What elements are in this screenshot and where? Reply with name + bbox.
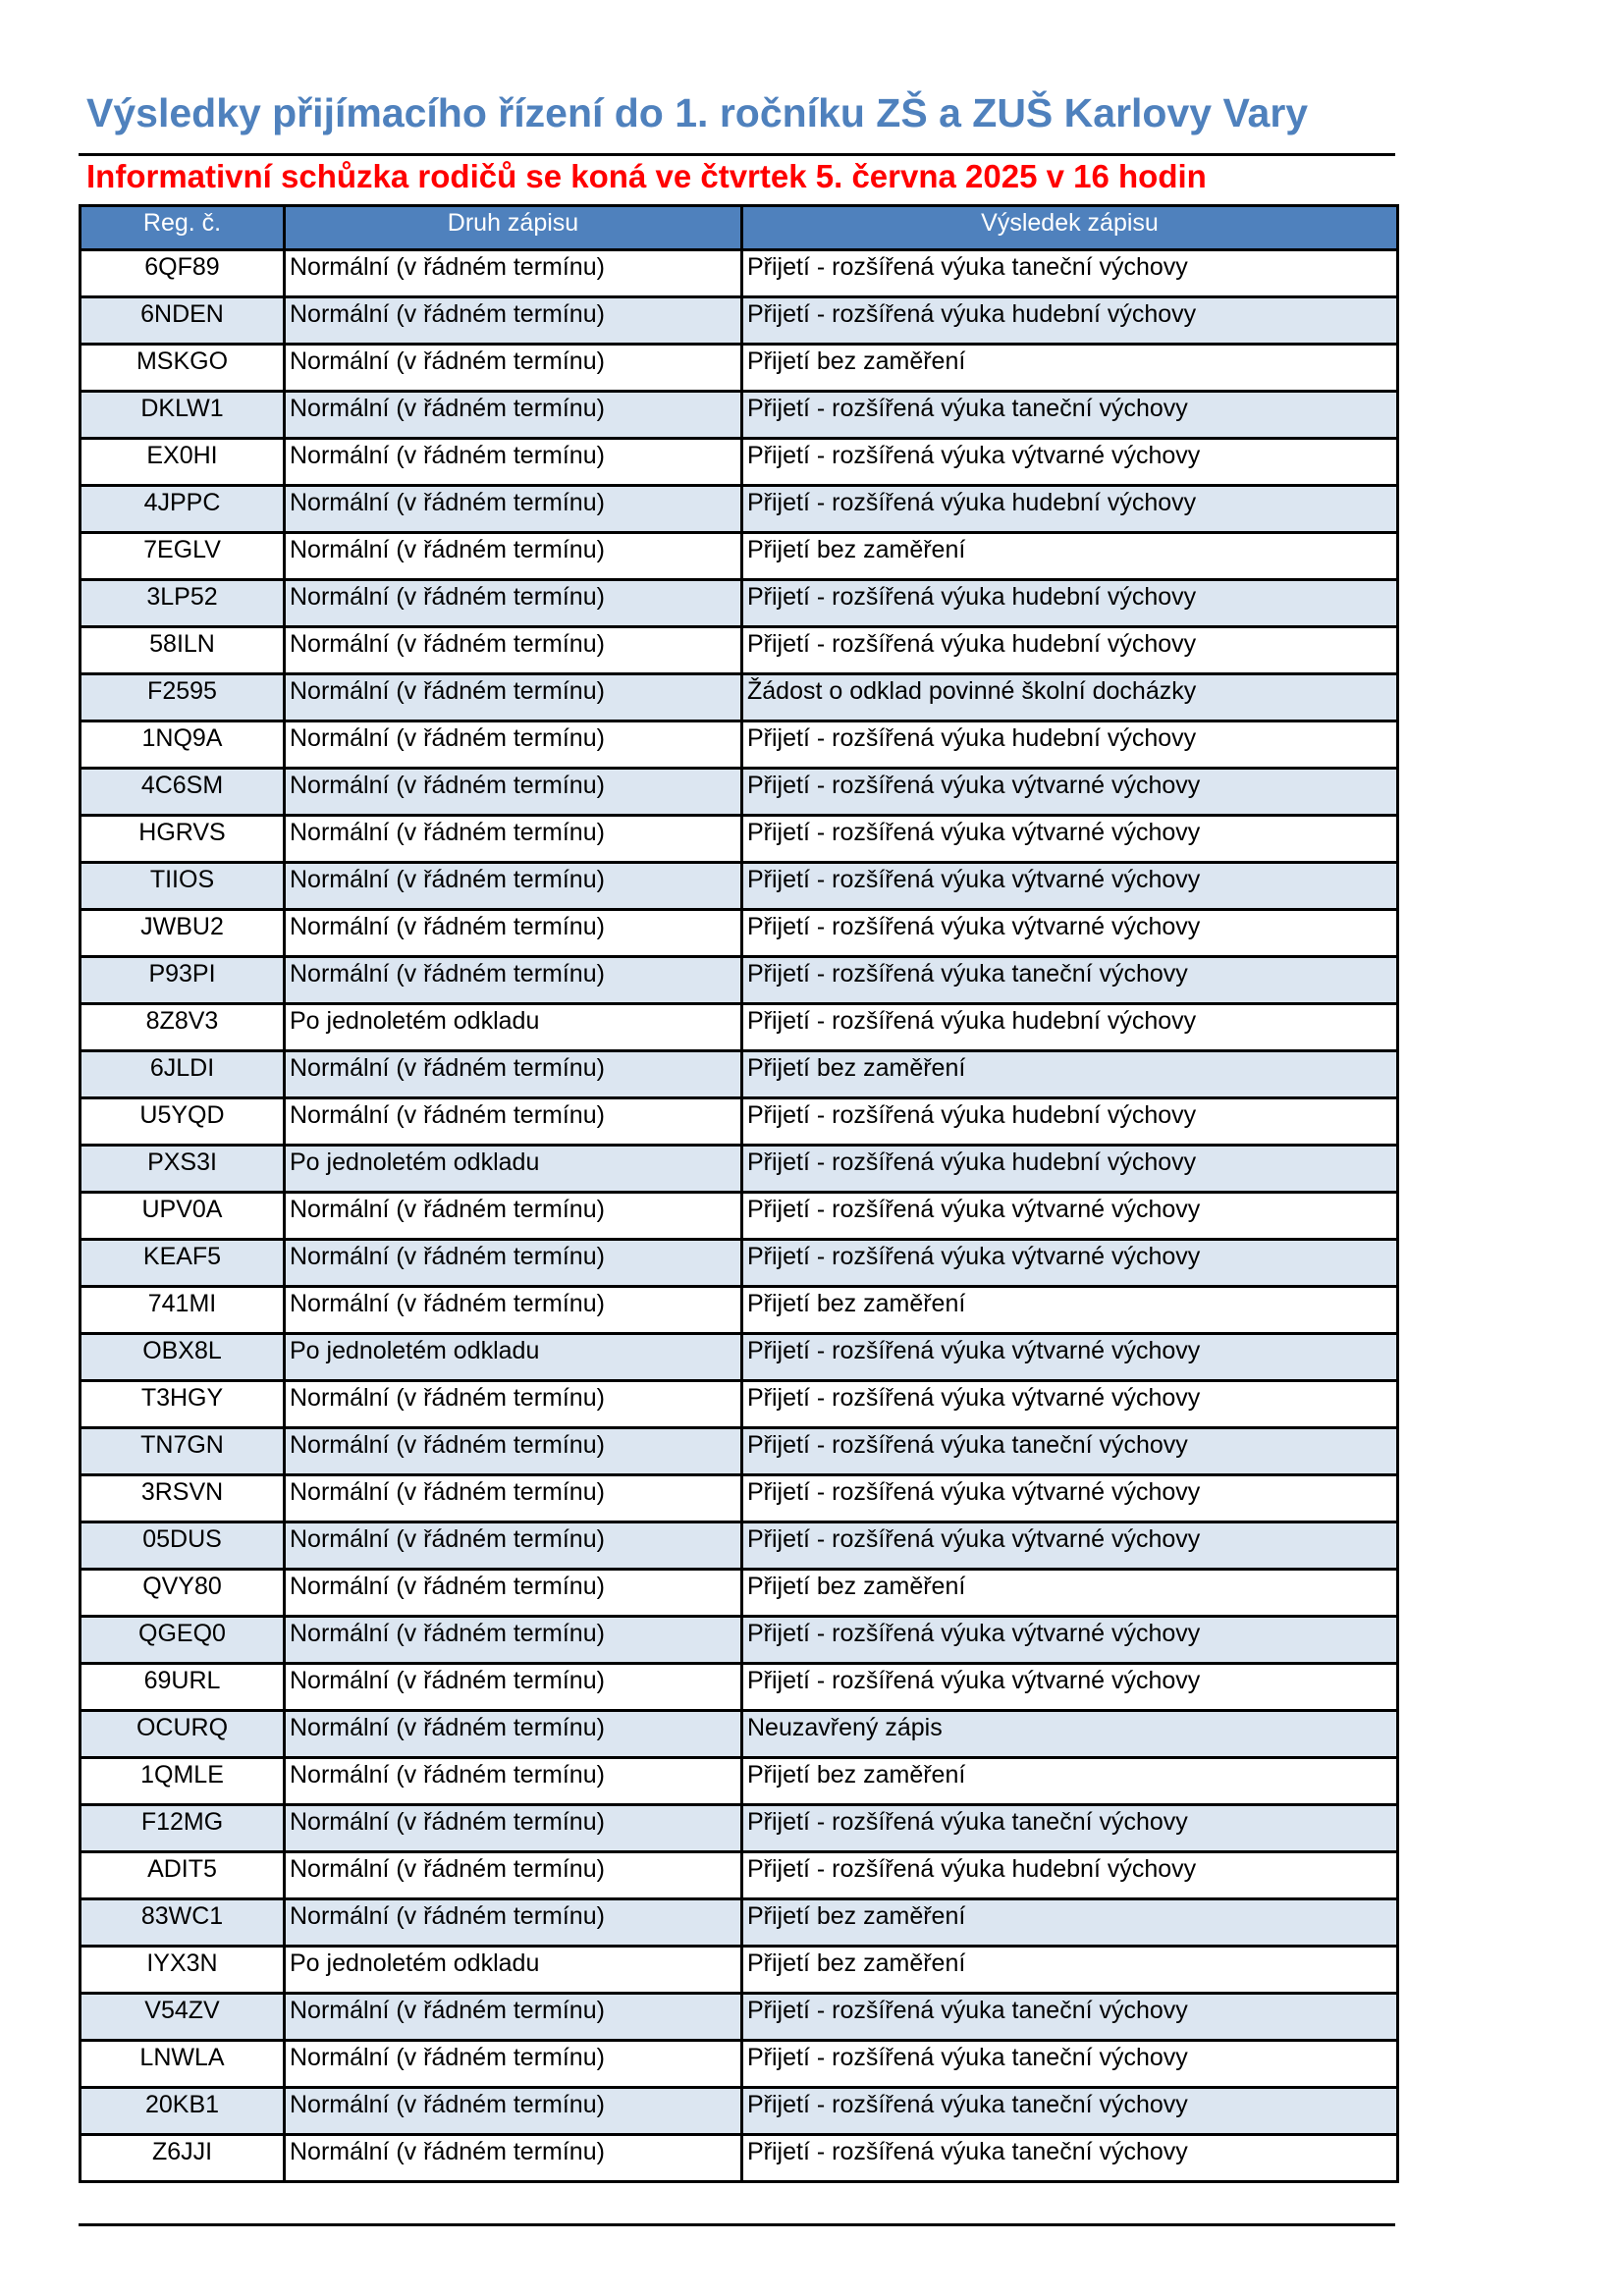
table-row bbox=[81, 1098, 1398, 1146]
table-row bbox=[81, 392, 1398, 439]
reg-number-cell: MSKGO bbox=[81, 345, 285, 392]
table-row bbox=[81, 769, 1398, 816]
results-table-body bbox=[81, 250, 1398, 2182]
table-row bbox=[81, 297, 1398, 345]
table-row bbox=[81, 1522, 1398, 1570]
enrollment-result-cell: Přijetí bez zaměření bbox=[742, 1287, 1398, 1334]
reg-number-cell: OBX8L bbox=[81, 1334, 285, 1381]
enrollment-type-cell: Normální (v řádném termínu) bbox=[285, 1852, 742, 1899]
table-row bbox=[81, 1711, 1398, 1758]
table-row bbox=[81, 721, 1398, 769]
table-row bbox=[81, 250, 1398, 297]
enrollment-type-cell: Normální (v řádném termínu) bbox=[285, 863, 742, 910]
reg-number-cell: PXS3I bbox=[81, 1146, 285, 1193]
enrollment-type-cell: Normální (v řádném termínu) bbox=[285, 1805, 742, 1852]
enrollment-result-cell: Přijetí - rozšířená výuka hudební výchovy bbox=[742, 297, 1398, 345]
table-row bbox=[81, 1805, 1398, 1852]
enrollment-result-cell: Přijetí - rozšířená výuka hudební výchovy bbox=[742, 1098, 1398, 1146]
enrollment-result-cell: Přijetí - rozšířená výuka výtvarné výchovy bbox=[742, 863, 1398, 910]
table-row bbox=[81, 1051, 1398, 1098]
table-row bbox=[81, 1240, 1398, 1287]
reg-number-cell: 6QF89 bbox=[81, 250, 285, 297]
table-row bbox=[81, 486, 1398, 533]
enrollment-result-cell: Přijetí - rozšířená výuka výtvarné výchovy bbox=[742, 1522, 1398, 1570]
enrollment-result-cell: Přijetí bez zaměření bbox=[742, 1899, 1398, 1947]
reg-number-cell: 1QMLE bbox=[81, 1758, 285, 1805]
table-row bbox=[81, 345, 1398, 392]
enrollment-type-cell: Normální (v řádném termínu) bbox=[285, 816, 742, 863]
enrollment-result-cell: Přijetí - rozšířená výuka taneční výchovy bbox=[742, 957, 1398, 1004]
table-row bbox=[81, 2135, 1398, 2182]
reg-number-cell: QVY80 bbox=[81, 1570, 285, 1617]
enrollment-type-cell: Normální (v řádném termínu) bbox=[285, 2088, 742, 2135]
table-row bbox=[81, 1994, 1398, 2041]
table-row bbox=[81, 816, 1398, 863]
table-row bbox=[81, 1287, 1398, 1334]
reg-number-cell: 8Z8V3 bbox=[81, 1004, 285, 1051]
enrollment-result-cell: Neuzavřený zápis bbox=[742, 1711, 1398, 1758]
enrollment-result-cell: Přijetí - rozšířená výuka výtvarné výchovy bbox=[742, 816, 1398, 863]
enrollment-result-cell: Žádost o odklad povinné školní docházky bbox=[742, 674, 1398, 721]
enrollment-result-cell: Přijetí - rozšířená výuka hudební výchovy bbox=[742, 627, 1398, 674]
reg-number-cell: HGRVS bbox=[81, 816, 285, 863]
enrollment-result-cell: Přijetí - rozšířená výuka výtvarné výchovy bbox=[742, 1664, 1398, 1711]
reg-number-cell: 83WC1 bbox=[81, 1899, 285, 1947]
table-row bbox=[81, 1428, 1398, 1475]
table-row bbox=[81, 2041, 1398, 2088]
reg-number-cell: 6JLDI bbox=[81, 1051, 285, 1098]
table-row bbox=[81, 533, 1398, 580]
reg-number-cell: 741MI bbox=[81, 1287, 285, 1334]
enrollment-result-cell: Přijetí - rozšířená výuka taneční výchovy bbox=[742, 392, 1398, 439]
enrollment-type-cell: Normální (v řádném termínu) bbox=[285, 1475, 742, 1522]
enrollment-result-cell: Přijetí - rozšířená výuka taneční výchovy bbox=[742, 2041, 1398, 2088]
table-row bbox=[81, 1852, 1398, 1899]
enrollment-type-cell: Po jednoletém odkladu bbox=[285, 1146, 742, 1193]
enrollment-type-cell: Normální (v řádném termínu) bbox=[285, 439, 742, 486]
table-row bbox=[81, 1475, 1398, 1522]
enrollment-type-cell: Normální (v řádném termínu) bbox=[285, 769, 742, 816]
reg-number-cell: Z6JJI bbox=[81, 2135, 285, 2182]
enrollment-type-cell: Normální (v řádném termínu) bbox=[285, 533, 742, 580]
enrollment-result-cell: Přijetí - rozšířená výuka výtvarné výchovy bbox=[742, 1617, 1398, 1664]
reg-number-cell: QGEQ0 bbox=[81, 1617, 285, 1664]
enrollment-type-cell: Normální (v řádném termínu) bbox=[285, 627, 742, 674]
page-title: Výsledky přijímacího řízení do 1. ročníku ZŠ a ZUŠ Karlovy Vary bbox=[86, 90, 1309, 135]
enrollment-type-cell: Po jednoletém odkladu bbox=[285, 1947, 742, 1994]
enrollment-result-cell: Přijetí bez zaměření bbox=[742, 1947, 1398, 1994]
table-row bbox=[81, 863, 1398, 910]
reg-number-cell: U5YQD bbox=[81, 1098, 285, 1146]
enrollment-type-cell: Normální (v řádném termínu) bbox=[285, 1522, 742, 1570]
enrollment-type-cell: Normální (v řádném termínu) bbox=[285, 580, 742, 627]
reg-number-cell: 4C6SM bbox=[81, 769, 285, 816]
reg-number-cell: JWBU2 bbox=[81, 910, 285, 957]
table-row bbox=[81, 674, 1398, 721]
enrollment-type-cell: Normální (v řádném termínu) bbox=[285, 1240, 742, 1287]
enrollment-type-cell: Normální (v řádném termínu) bbox=[285, 674, 742, 721]
table-row bbox=[81, 1381, 1398, 1428]
reg-number-cell: DKLW1 bbox=[81, 392, 285, 439]
table-row bbox=[81, 1664, 1398, 1711]
enrollment-type-cell: Normální (v řádném termínu) bbox=[285, 957, 742, 1004]
enrollment-type-cell: Normální (v řádném termínu) bbox=[285, 345, 742, 392]
enrollment-result-cell: Přijetí - rozšířená výuka výtvarné výchovy bbox=[742, 910, 1398, 957]
reg-number-cell: F12MG bbox=[81, 1805, 285, 1852]
results-table bbox=[79, 204, 1399, 2183]
enrollment-result-cell: Přijetí - rozšířená výuka hudební výchovy bbox=[742, 580, 1398, 627]
reg-number-cell: UPV0A bbox=[81, 1193, 285, 1240]
enrollment-result-cell: Přijetí - rozšířená výuka hudební výchovy bbox=[742, 721, 1398, 769]
reg-number-cell: T3HGY bbox=[81, 1381, 285, 1428]
reg-number-cell: OCURQ bbox=[81, 1711, 285, 1758]
enrollment-type-cell: Normální (v řádném termínu) bbox=[285, 1287, 742, 1334]
reg-number-cell: TN7GN bbox=[81, 1428, 285, 1475]
header-reg-number: Reg. č. bbox=[81, 206, 285, 250]
enrollment-type-cell: Normální (v řádném termínu) bbox=[285, 721, 742, 769]
enrollment-type-cell: Po jednoletém odkladu bbox=[285, 1334, 742, 1381]
enrollment-result-cell: Přijetí - rozšířená výuka výtvarné výchovy bbox=[742, 439, 1398, 486]
enrollment-type-cell: Normální (v řádném termínu) bbox=[285, 1994, 742, 2041]
reg-number-cell: 20KB1 bbox=[81, 2088, 285, 2135]
table-row bbox=[81, 957, 1398, 1004]
table-row bbox=[81, 1617, 1398, 1664]
reg-number-cell: 4JPPC bbox=[81, 486, 285, 533]
reg-number-cell: 1NQ9A bbox=[81, 721, 285, 769]
enrollment-type-cell: Normální (v řádném termínu) bbox=[285, 1193, 742, 1240]
reg-number-cell: LNWLA bbox=[81, 2041, 285, 2088]
table-header-row bbox=[81, 206, 1398, 250]
enrollment-result-cell: Přijetí - rozšířená výuka výtvarné výchovy bbox=[742, 1240, 1398, 1287]
enrollment-type-cell: Normální (v řádném termínu) bbox=[285, 1381, 742, 1428]
reg-number-cell: 05DUS bbox=[81, 1522, 285, 1570]
reg-number-cell: TIIOS bbox=[81, 863, 285, 910]
reg-number-cell: P93PI bbox=[81, 957, 285, 1004]
enrollment-type-cell: Normální (v řádném termínu) bbox=[285, 1664, 742, 1711]
enrollment-result-cell: Přijetí - rozšířená výuka hudební výchovy bbox=[742, 1004, 1398, 1051]
table-row bbox=[81, 580, 1398, 627]
enrollment-type-cell: Normální (v řádném termínu) bbox=[285, 1098, 742, 1146]
enrollment-type-cell: Normální (v řádném termínu) bbox=[285, 1899, 742, 1947]
enrollment-type-cell: Po jednoletém odkladu bbox=[285, 1004, 742, 1051]
table-row bbox=[81, 1146, 1398, 1193]
enrollment-result-cell: Přijetí - rozšířená výuka výtvarné výchovy bbox=[742, 1381, 1398, 1428]
enrollment-type-cell: Normální (v řádném termínu) bbox=[285, 2041, 742, 2088]
enrollment-type-cell: Normální (v řádném termínu) bbox=[285, 250, 742, 297]
enrollment-result-cell: Přijetí - rozšířená výuka výtvarné výchovy bbox=[742, 1475, 1398, 1522]
enrollment-type-cell: Normální (v řádném termínu) bbox=[285, 1051, 742, 1098]
enrollment-type-cell: Normální (v řádném termínu) bbox=[285, 1570, 742, 1617]
table-row bbox=[81, 1334, 1398, 1381]
enrollment-type-cell: Normální (v řádném termínu) bbox=[285, 910, 742, 957]
enrollment-result-cell: Přijetí bez zaměření bbox=[742, 533, 1398, 580]
enrollment-result-cell: Přijetí bez zaměření bbox=[742, 1570, 1398, 1617]
enrollment-result-cell: Přijetí - rozšířená výuka hudební výchovy bbox=[742, 486, 1398, 533]
reg-number-cell: V54ZV bbox=[81, 1994, 285, 2041]
table-row bbox=[81, 1570, 1398, 1617]
enrollment-result-cell: Přijetí bez zaměření bbox=[742, 1051, 1398, 1098]
reg-number-cell: 6NDEN bbox=[81, 297, 285, 345]
reg-number-cell: 69URL bbox=[81, 1664, 285, 1711]
footer-divider bbox=[79, 2223, 1395, 2226]
enrollment-result-cell: Přijetí - rozšířená výuka taneční výchovy bbox=[742, 1994, 1398, 2041]
enrollment-result-cell: Přijetí - rozšířená výuka taneční výchovy bbox=[742, 1805, 1398, 1852]
enrollment-type-cell: Normální (v řádném termínu) bbox=[285, 1758, 742, 1805]
table-row bbox=[81, 910, 1398, 957]
enrollment-type-cell: Normální (v řádném termínu) bbox=[285, 486, 742, 533]
table-row bbox=[81, 2088, 1398, 2135]
header-enrollment-type: Druh zápisu bbox=[285, 206, 742, 250]
enrollment-result-cell: Přijetí - rozšířená výuka výtvarné výchovy bbox=[742, 769, 1398, 816]
enrollment-type-cell: Normální (v řádném termínu) bbox=[285, 1711, 742, 1758]
title-divider bbox=[79, 153, 1395, 156]
enrollment-result-cell: Přijetí - rozšířená výuka výtvarné výchovy bbox=[742, 1193, 1398, 1240]
header-enrollment-result: Výsledek zápisu bbox=[742, 206, 1398, 250]
table-row bbox=[81, 1758, 1398, 1805]
reg-number-cell: 7EGLV bbox=[81, 533, 285, 580]
table-row bbox=[81, 1193, 1398, 1240]
table-row bbox=[81, 627, 1398, 674]
enrollment-result-cell: Přijetí - rozšířená výuka taneční výchovy bbox=[742, 1428, 1398, 1475]
table-row bbox=[81, 1004, 1398, 1051]
reg-number-cell: IYX3N bbox=[81, 1947, 285, 1994]
enrollment-type-cell: Normální (v řádném termínu) bbox=[285, 2135, 742, 2182]
table-row bbox=[81, 1947, 1398, 1994]
enrollment-type-cell: Normální (v řádném termínu) bbox=[285, 1428, 742, 1475]
reg-number-cell: F2595 bbox=[81, 674, 285, 721]
enrollment-type-cell: Normální (v řádném termínu) bbox=[285, 392, 742, 439]
reg-number-cell: EX0HI bbox=[81, 439, 285, 486]
table-row bbox=[81, 1899, 1398, 1947]
enrollment-result-cell: Přijetí - rozšířená výuka taneční výchovy bbox=[742, 2135, 1398, 2182]
enrollment-type-cell: Normální (v řádném termínu) bbox=[285, 297, 742, 345]
enrollment-result-cell: Přijetí bez zaměření bbox=[742, 1758, 1398, 1805]
reg-number-cell: ADIT5 bbox=[81, 1852, 285, 1899]
enrollment-result-cell: Přijetí - rozšířená výuka taneční výchovy bbox=[742, 250, 1398, 297]
enrollment-result-cell: Přijetí - rozšířená výuka taneční výchovy bbox=[742, 2088, 1398, 2135]
table-row bbox=[81, 439, 1398, 486]
enrollment-result-cell: Přijetí bez zaměření bbox=[742, 345, 1398, 392]
reg-number-cell: 3RSVN bbox=[81, 1475, 285, 1522]
reg-number-cell: 58ILN bbox=[81, 627, 285, 674]
enrollment-result-cell: Přijetí - rozšířená výuka hudební výchovy bbox=[742, 1146, 1398, 1193]
enrollment-result-cell: Přijetí - rozšířená výuka výtvarné výchovy bbox=[742, 1334, 1398, 1381]
enrollment-type-cell: Normální (v řádném termínu) bbox=[285, 1617, 742, 1664]
reg-number-cell: KEAF5 bbox=[81, 1240, 285, 1287]
reg-number-cell: 3LP52 bbox=[81, 580, 285, 627]
meeting-notice: Informativní schůzka rodičů se koná ve čtvrtek 5. června 2025 v 16 hodin bbox=[86, 158, 1207, 194]
enrollment-result-cell: Přijetí - rozšířená výuka hudební výchovy bbox=[742, 1852, 1398, 1899]
